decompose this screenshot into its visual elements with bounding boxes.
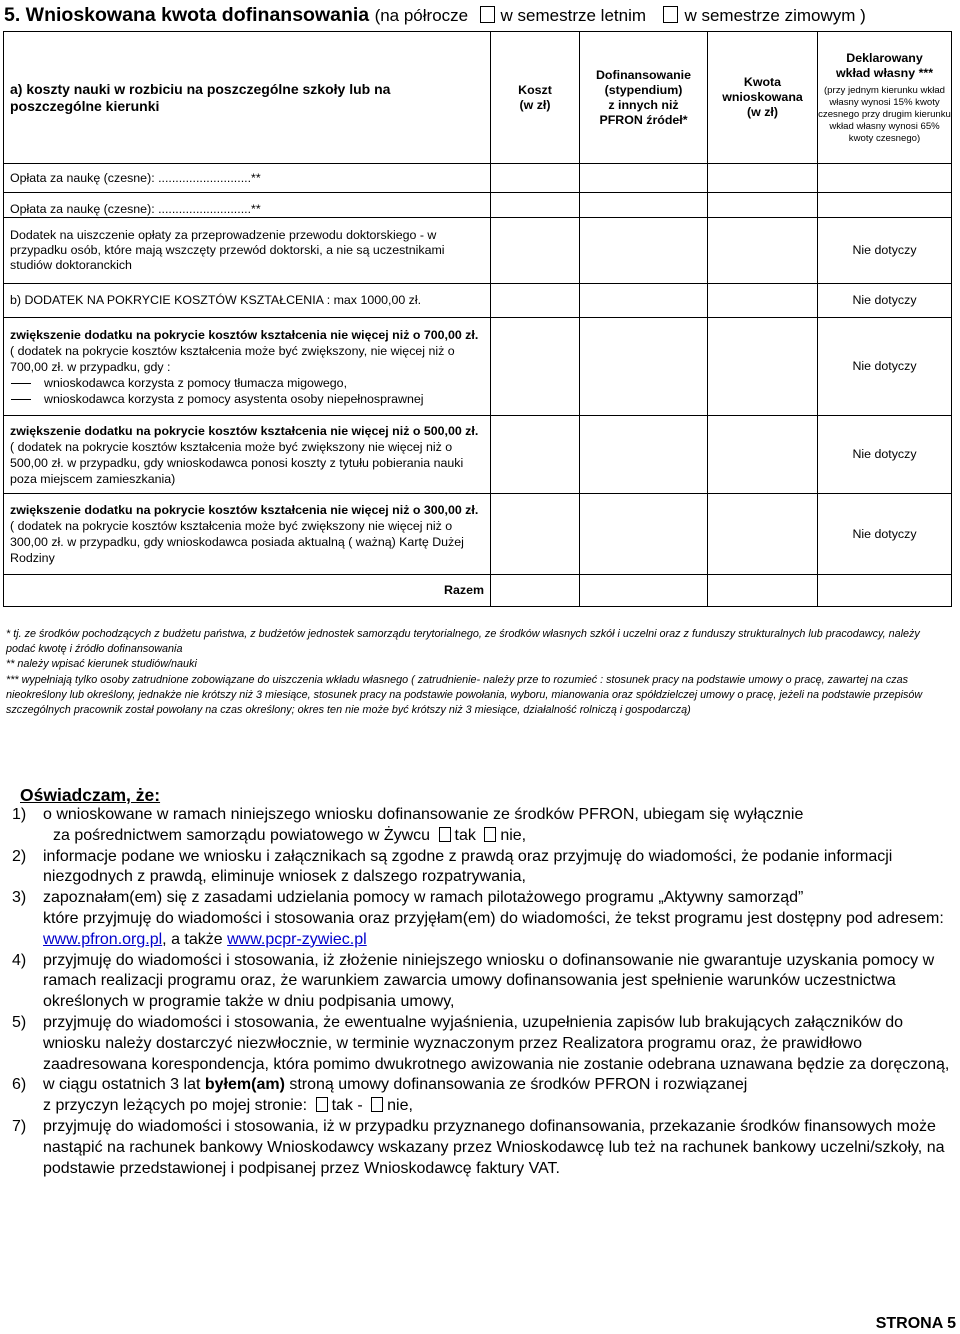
tak-checkbox[interactable] (316, 1097, 328, 1112)
cell-input[interactable] (580, 416, 708, 494)
declaration-item-7: 7) przyjmuję do wiadomości i stosowania, iż w przypadku przyznanego dofinansowania, przekazanie środków finansowych może nastąpić na rachunek bankowy Wnioskodawcy wskazany przez Wnioskodawcę lub też na rachunek bankowy uczelni/szkoły, na podstawie przedstawionej i podpisanej przez Wnioskodawcę faktury VAT. (12, 1117, 945, 1177)
cell-input[interactable] (708, 284, 818, 318)
winter-label: w semestrze zimowym ) (684, 6, 866, 25)
cell-input[interactable] (818, 575, 952, 607)
cell-input[interactable] (580, 575, 708, 607)
cell-input[interactable] (491, 318, 580, 416)
section-title-text: 5. Wnioskowana kwota dofinansowania (4, 4, 370, 26)
cell-input[interactable] (818, 193, 952, 218)
dash-bullet (11, 399, 31, 400)
tak-checkbox[interactable] (439, 827, 451, 842)
col-header-koszt: Koszt (w zł) (491, 32, 580, 164)
summer-label: w semestrze letnim (500, 6, 647, 25)
cell-input[interactable] (580, 318, 708, 416)
wklad-note: (przy jednym kierunku wkład własny wynosi 15% kwoty czesnego przy drugim kierunku wkład własny wynosi 65% kwoty czesnego) (818, 84, 951, 144)
cell-input[interactable] (580, 193, 708, 218)
footnote-1: * tj. ze środków pochodzących z budżetu państwa, z budżetów jednostek samorządu terytorialnego, ze środków własnych szkół i uczelni oraz z funduszy strukturalnych lub pracodawcy, należy podać kwotę i źródło dofinansowania (6, 628, 920, 656)
nie-dotyczy: Nie dotyczy (818, 494, 952, 575)
cell-input[interactable] (708, 164, 818, 193)
row-700: zwiększenie dodatku na pokrycie kosztów kształcenia nie więcej niż o 700,00 zł. ( dodatek na pokrycie kosztów kształcenia może być zwiększony, nie więcej niż o 700,00 zł. w przypadku, gdy : wnioskodawca korzysta z pomocy tłumacza migowego, wnioskodawca korzysta z pomocy asystenta osoby niepełnosprawnej (4, 318, 491, 416)
cell-input[interactable] (580, 164, 708, 193)
nie-checkbox[interactable] (484, 827, 496, 842)
razem-label: Razem (4, 575, 491, 607)
col-header-kwota: Kwota wnioskowana (w zł) (708, 32, 818, 164)
cell-input[interactable] (708, 416, 818, 494)
declaration-item-5: 5) przyjmuję do wiadomości i stosowania, że ewentualne wyjaśnienia, uzupełnienia zapisów lub brakujących załączników do wniosku należy dostarczyć niezwłocznie, w terminie wyznaczonym przez Realizatora programu oraz, że prawidłowo zaadresowana korespondencja, która pomimo dwukrotnego awizowania nie zostanie odebrana uznawana będzie za doręczoną, (12, 1013, 950, 1073)
cell-input[interactable] (491, 494, 580, 575)
cell-input[interactable] (708, 193, 818, 218)
semester-label: (na półrocze (374, 6, 469, 25)
page-footer: STRONA 5 (875, 1315, 956, 1332)
nie-checkbox[interactable] (371, 1097, 383, 1112)
link-pcpr[interactable]: www.pcpr-zywiec.pl (227, 930, 367, 948)
cell-input[interactable] (580, 284, 708, 318)
cell-input[interactable] (818, 164, 952, 193)
cell-input[interactable] (491, 164, 580, 193)
cell-input[interactable] (580, 494, 708, 575)
footnote-2: ** należy wpisać kierunek studiów/nauki (6, 658, 197, 671)
declaration-heading: Oświadczam, że: (20, 785, 161, 805)
row-oplata-2: Opłata za naukę (czesne): ...........................** (4, 193, 491, 218)
declaration-item-4: 4) przyjmuję do wiadomości i stosowania, iż złożenie niniejszego wniosku o dofinansowanie nie gwarantuje uzyskania pomocy w ramach realizacji programu oraz, że warunkiem zawarcia umowy dofinansowania jest spełnienie warunków uczestnictwa określonych w programie także w dniu podpisania umowy, (12, 951, 935, 1011)
costs-table (3, 31, 952, 607)
nie-dotyczy: Nie dotyczy (818, 284, 952, 318)
winter-checkbox[interactable] (663, 6, 678, 23)
nie-dotyczy: Nie dotyczy (818, 318, 952, 416)
section-title (4, 4, 866, 27)
row-doktor: Dodatek na uiszczenie opłaty za przeprowadzenie przewodu doktorskiego - w przypadku osób, które mają wszczęty przewód doktorski, a nie są uczestnikami studiów doktoranckich (4, 218, 491, 284)
nie-dotyczy: Nie dotyczy (818, 218, 952, 284)
cell-input[interactable] (580, 218, 708, 284)
row-500: zwiększenie dodatku na pokrycie kosztów kształcenia nie więcej niż o 500,00 zł. ( dodatek na pokrycie kosztów kształcenia może być zwiększony nie więcej niż o 500,00 zł. w przypadku, gdy wnioskodawca ponosi koszty z tytułu pobierania nauki poza miejscem zamieszkania) (4, 416, 491, 494)
summer-checkbox[interactable] (480, 6, 495, 23)
footnotes (6, 627, 951, 718)
cell-input[interactable] (708, 318, 818, 416)
cell-input[interactable] (708, 575, 818, 607)
col-header-wklad: Deklarowany wkład własny *** (przy jednym kierunku wkład własny wynosi 15% kwoty czesnego przy drugim kierunku wkład własny wynosi 65% kwoty czesnego) (818, 32, 952, 164)
col-header-dofinansowanie: Dofinansowanie (stypendium) z innych niż PFRON źródeł* (580, 32, 708, 164)
cell-input[interactable] (708, 494, 818, 575)
declaration (12, 785, 952, 1179)
declaration-item-6: 6) w ciągu ostatnich 3 lat byłem(am) stroną umowy dofinansowania ze środków PFRON i rozwiązanej z przyczyn leżących po mojej stronie: tak - nie, (12, 1076, 748, 1115)
declaration-item-1: 1) o wnioskowane w ramach niniejszego wniosku dofinansowanie ze środków PFRON, ubiegam się wyłącznie za pośrednictwem samorządu powiatowego w Żywcu tak nie, (12, 806, 804, 844)
row-300: zwiększenie dodatku na pokrycie kosztów kształcenia nie więcej niż o 300,00 zł. ( dodatek na pokrycie kosztów kształcenia może być zwiększony nie więcej niż o 300,00 zł. w przypadku, gdy wnioskodawca posiada aktualną ( ważną) Kartę Dużej Rodziny (4, 494, 491, 575)
cell-input[interactable] (491, 416, 580, 494)
footnote-3: *** wypełniają tylko osoby zatrudnione zobowiązane do uiszczenia wkładu własnego ( zatrudnienie- należy prze to rozumieć : stosunek pracy na podstawie umowy o pracę, zawartej na czas nieokreślony lub określony, jednakże nie krótszy niż 3 miesiące, stosunek pracy na podstawie powołania, wyboru, mianowania oraz spółdzielczej umowy o pracę, jeżeli na podstawie przepisów szczególnych pracownik został powołany na czas określony; okres ten nie może być krótszy niż 3 miesiące, działalność rolniczą i gospodarczą) (6, 673, 923, 717)
cell-input[interactable] (491, 193, 580, 218)
row-oplata-1: Opłata za naukę (czesne): ...........................** (4, 164, 491, 193)
dash-bullet (11, 383, 31, 384)
cell-input[interactable] (491, 284, 580, 318)
row-dodatek-b: b) DODATEK NA POKRYCIE KOSZTÓW KSZTAŁCENIA : max 1000,00 zł. (4, 284, 491, 318)
cell-input[interactable] (491, 575, 580, 607)
declaration-item-2: 2) informacje podane we wniosku i załącznikach są zgodne z prawdą oraz przyjmuję do wiadomości, że podanie informacji niezgodnych z prawdą, eliminuje wniosek z dalszego rozpatrywania, (12, 847, 893, 886)
col-header-costs: a) koszty nauki w rozbiciu na poszczególne szkoły lub na poszczególne kierunki (4, 32, 491, 164)
cell-input[interactable] (708, 218, 818, 284)
nie-dotyczy: Nie dotyczy (818, 416, 952, 494)
link-pfron[interactable]: www.pfron.org.pl (43, 930, 163, 948)
cell-input[interactable] (491, 218, 580, 284)
declaration-item-3: 3) zapoznałam(em) się z zasadami udzielania pomocy w ramach pilotażowego programu „Aktywny samorząd” które przyjmuję do wiadomości i stosowania oraz przyjęłam(em) do wiadomości, że tekst programu jest dostępny pod adresem: www.pfron.org.pl, a także www.pcpr-zywiec.pl (12, 889, 944, 948)
